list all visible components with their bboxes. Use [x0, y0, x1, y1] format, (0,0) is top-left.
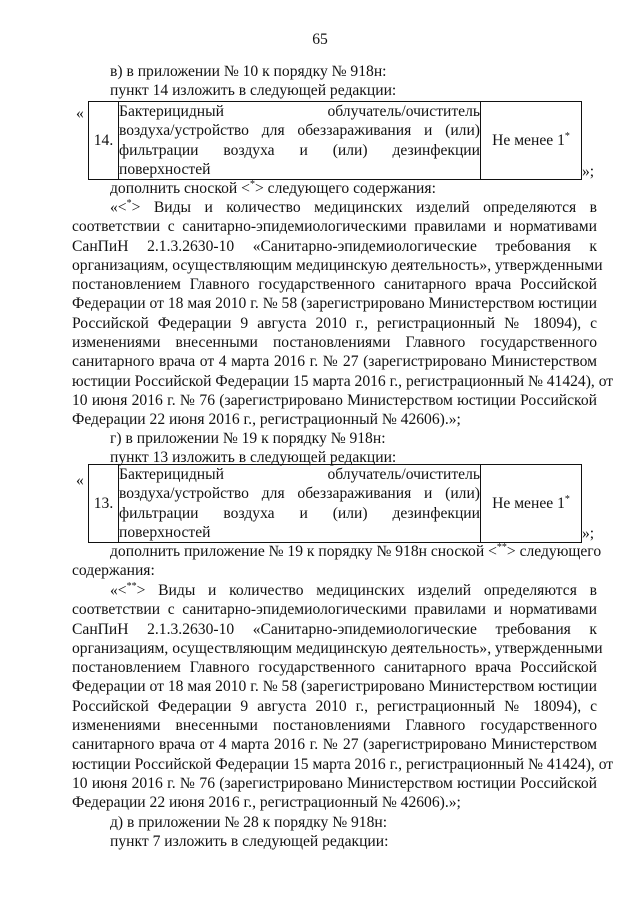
- table-v: [88, 101, 582, 180]
- addendum-g: [72, 541, 602, 581]
- footnote-line: Федерации 22 июня 2016 г., регистрационный № 42606).»;: [72, 411, 461, 429]
- row-number: 13.: [89, 465, 119, 543]
- footnote-line: «<**> Виды и количество медицинских изделий определяются в: [110, 580, 597, 599]
- page-number: 65: [312, 31, 328, 48]
- footnote-v-body: [72, 197, 614, 430]
- footnote-v-intro: дополнить сноской <*> следующего содержания:: [110, 178, 436, 197]
- footnote-line: Российской Федерации 9 августа 2010 г., регистрационный № 18094), с: [72, 697, 597, 715]
- table-v-open-quote: «: [76, 105, 84, 122]
- row-number: 14.: [89, 102, 119, 180]
- footnote-line: соответствии с санитарно-эпидемиологическими правилами и нормативами: [72, 218, 597, 236]
- footnote-line: санитарного врача от 4 марта 2016 г. № 27 (зарегистрировано Министерством: [72, 736, 597, 754]
- footnote-line: организациям, осуществляющим медицинскую деятельность», утвержденными: [72, 639, 603, 657]
- footnote-line: Российской Федерации 9 августа 2010 г., регистрационный № 18094), с: [72, 314, 597, 332]
- footnote-line: СанПиН 2.1.3.2630-10 «Санитарно-эпидемиологические требования к: [72, 620, 597, 638]
- section-d-heading: д) в приложении № 28 к порядку № 918н:: [110, 814, 388, 831]
- section-g-heading: г) в приложении № 19 к порядку № 918н:: [110, 430, 386, 447]
- footnote-line: постановлением Главного государственного санитарного врача Российской: [72, 659, 597, 677]
- footnote-line: изменениями внесенными постановлениями Главного государственного: [72, 717, 597, 735]
- section-v-instruction: пункт 14 изложить в следующей редакции:: [110, 82, 397, 99]
- table-g-close-quote: »;: [582, 525, 595, 542]
- footnote-line: Федерации 22 июня 2016 г., регистрационный № 42606).»;: [72, 794, 461, 812]
- table-row: [89, 102, 582, 180]
- description-line: поверхностей: [119, 160, 211, 178]
- row-description: [119, 102, 481, 180]
- description-line: воздуха/устройство для обеззараживания и (или): [119, 485, 480, 503]
- description-line: фильтрации воздуха и (или) дезинфекции: [119, 141, 480, 159]
- table-row: [89, 465, 582, 543]
- table-v-close-quote: »;: [582, 163, 595, 180]
- footnote-line: Федерации от 18 мая 2010 г. № 58 (зарегистрировано Министерством юстиции: [72, 295, 597, 313]
- footnote-line: изменениями внесенными постановлениями Главного государственного: [72, 334, 597, 352]
- table-g-open-quote: «: [76, 472, 84, 489]
- footnote-line: 10 июня 2016 г. № 76 (зарегистрировано Министерством юстиции Российской: [72, 391, 597, 409]
- addendum-line: дополнить приложение № 19 к порядку № 918н сноской <**> следующего: [110, 541, 602, 560]
- description-line: поверхностей: [119, 523, 211, 541]
- footnote-g-body: [72, 580, 614, 813]
- description-line: воздуха/устройство для обеззараживания и (или): [119, 122, 480, 140]
- footnote-line: санитарного врача от 4 марта 2016 г. № 27 (зарегистрировано Министерством: [72, 353, 597, 371]
- footnote-line: 10 июня 2016 г. № 76 (зарегистрировано Министерством юстиции Российской: [72, 774, 597, 792]
- addendum-line: содержания:: [72, 562, 155, 580]
- footnote-line: СанПиН 2.1.3.2630-10 «Санитарно-эпидемиологические требования к: [72, 237, 597, 255]
- footnote-line: «<*> Виды и количество медицинских изделий определяются в: [110, 197, 598, 216]
- footnote-line: постановлением Главного государственного санитарного врача Российской: [72, 276, 597, 294]
- section-v-heading: в) в приложении № 10 к порядку № 918н:: [110, 63, 387, 80]
- section-d-instruction: пункт 7 изложить в следующей редакции:: [110, 833, 389, 850]
- row-value: Не менее 1*: [481, 102, 582, 180]
- footnote-line: организациям, осуществляющим медицинскую деятельность», утвержденными: [72, 256, 603, 274]
- description-line: Бактерицидный облучатель/очиститель: [119, 466, 480, 483]
- footnote-line: юстиции Российской Федерации 15 марта 2016 г., регистрационный № 41424), от: [72, 755, 614, 773]
- table-g: [88, 464, 582, 543]
- section-g-instruction: пункт 13 изложить в следующей редакции:: [110, 449, 397, 466]
- footnote-line: соответствии с санитарно-эпидемиологическими правилами и нормативами: [72, 601, 597, 619]
- row-value: Не менее 1*: [481, 465, 582, 543]
- row-description: [119, 465, 481, 543]
- footnote-line: юстиции Российской Федерации 15 марта 2016 г., регистрационный № 41424), от: [72, 372, 614, 390]
- footnote-line: Федерации от 18 мая 2010 г. № 58 (зарегистрировано Министерством юстиции: [72, 678, 597, 696]
- description-line: Бактерицидный облучатель/очиститель: [119, 103, 480, 120]
- description-line: фильтрации воздуха и (или) дезинфекции: [119, 504, 480, 522]
